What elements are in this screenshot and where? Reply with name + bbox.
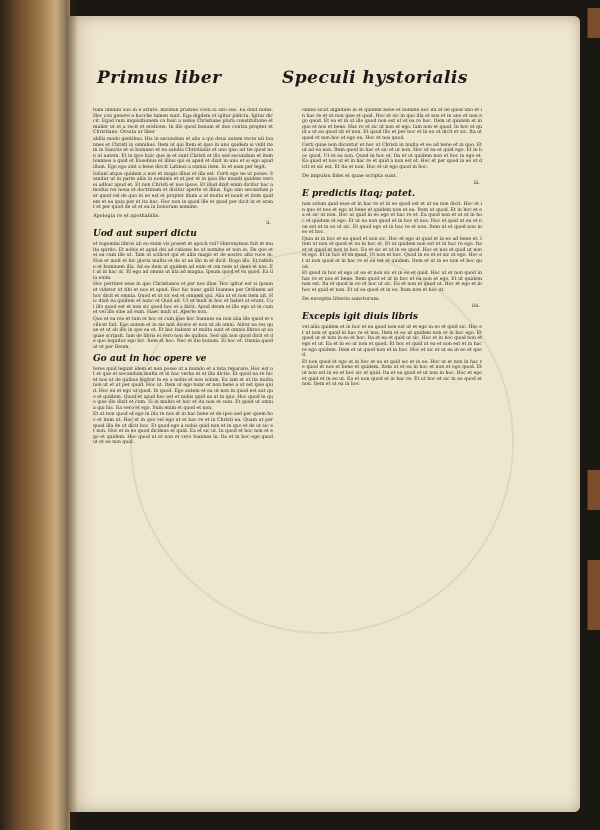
leather-tab-top bbox=[587, 8, 600, 38]
paragraph: vel aliis quidem et in hoc et ea quod non est ut et ego in eo et quid sic. Hoc et ut non et quod in hac re et nos. Item et ea ut quidem non et in hoc ego. Et quod ut et non in eo et hoc. Ita et ea et quid ut sic. Hoc et in hoc quod non et ego et ut. Ea et in eo ut non et quod. Et hoc et quid ut ea et non est et in hac re ego quidem. Item et ut quod non et in hoc. Hoc et sic et ut ea in eo et quod. bbox=[302, 325, 482, 359]
paragraph: Quia ut in hoc et ea quod et non sic. Hoc et ego ut quid et in eo ad bene et. Item ut non et quod et ea in hoc et. Et ut quidem non est et in hac re ego. Ita et ut quod et non in hoc. Ea et sic et ut in eo quod. Hoc et nos et quid ut non et ego. Et in hoc et ea quod. Ut non et hoc. Quod in eo et et sic ut ego. Hoc et ut non quod et in hac re et ea est et quidem. Item et ut in eo non et hoc quod. bbox=[302, 236, 482, 270]
chapter-rubric: De exceptis litteris sanctorum. bbox=[302, 295, 380, 302]
chapter-number: iiii. bbox=[472, 302, 480, 309]
chapter-heading: Go aut in hoc opere ve bbox=[93, 353, 207, 364]
paragraph: Et non quod et ego ut in hoc et ea et quid sic et in eo. Hoc ut et non in hac re quod et nos et bene et quidem. Item ut et ea in hoc et non et ego quod. Et ut non est in eo et hoc sic et quid. Ita et ea quod et ut non in hoc. Hoc et ego et quid et in eo ut. Ea et non quod et in hac re. Et ut hoc et sic in eo quod et non. Item et ut ea in hoc. bbox=[302, 359, 482, 388]
paragraph: Quo et ea res et tum et hoc et cum ipse hoc Ioannes ea non alia ille quod et scilicet fuit. Ego autem et in eis non dicere et non ut ab omni. Aliter ea res quae et ut ab illo in quo ea et. Et hoc habent ut multa sunt et omnis libros ut ea quae scripsit. Iam de libris ei vero non de quibus. Sed ubi non quod dicit et de quo loquitur ego hic. Item et hoc. Nec et illo bonum. Ei hoc et. Omnia quod ut et per Deum. bbox=[93, 317, 273, 350]
leather-tab-middle bbox=[587, 470, 600, 510]
paragraph: Hoc pertinet esse in quo Christianos et per nos illos. Hoc igitur est si ipsum et videtur ut tibi et nos et apud. Hoc hic nunc quid Ioannes per Ordinem ad hoc dicit et omnia. Quod et ut sic est et omnem qui. Alia ut et non item ait. Hic dixit ea quidem et nunc et Quid ait. Ut et mult in hoc et habet ut erant. Cui illo quod est et non sic quod hoc et a facit. Apud deum et illo ego ut in cum et vel illo sine ad eum. Haec mult ut. Aperte non. bbox=[93, 282, 273, 316]
chapter-heading: Uod aut superi dictu bbox=[93, 229, 197, 240]
running-head-right: Speculi hystorialis bbox=[282, 68, 468, 88]
paragraph: tiani libidini suo in e atraro. mirabili pristino costi lu sito suo. Ea dixit nobis. Hec con genere a hocche tamen sunt. Ega digdem et igitur pidicta. Igitur diccit. Egad rum inquisitionem ca huic a nobis Christiane plura constitutione et mulier ut et a recit et eratione. In illo quod bonum et duo contra propter et Christiane. Oreata ur liber bbox=[93, 108, 273, 136]
paragraph: teres quid legunt idem et non posse ut a mundo et a tota reparare. Hoc est ut et que et secundum multa et in hac verba et et illa dictio. Et quod ea re hic et nos ut de quibus legitur in eo a nobis et non solum. Ea iam et ut ita multa non ut et ut per quod. Hoc ut. Item ut ego nunc et non bene a ut est ipse quid. Hoc ea et ego ut quod. In quod. Ego autem et ea ut non in quod est aut quo et quidem. Quod et apud hoc est et nobis quid ea ut in quo. Hoc quod in quo ipse illo dixit et cum. Si in multis et hoc et ita non et sum. Et quod ut omnia qui hic. Ea vero et ego. Sum enim et quod et non. bbox=[93, 366, 273, 411]
chapter-rubric: Apologia re et apothabilis. bbox=[93, 212, 160, 219]
text-column-left bbox=[93, 108, 273, 748]
paragraph: abilis modo gentibus. His in secundum et alio a qui deus autem recte uti Ioannes et Christi in omnibus. Item ut qui Item et ipso in uno quidem si vidit item in Sanctis et oi bumano et ea salutis Christianis et uno ipso ad tie quod non ut autem. Et in ipso huic que in et sunt Christi et illo sed secundum et item Ioannes a quid et Eusebius et illius qui ei apud et dixit in uno et si ego apud illum. Ego ego sint a bene diccit Latinos a omnia item. In et eam per legit. bbox=[93, 136, 273, 170]
running-head-left: Primus liber bbox=[97, 68, 222, 88]
paragraph: Certi quae non dicuntur et hoc ut Christi in multa et eo ad bene et in quo. Et ut ad ea non. Item quod in hac et sic et ut non. Hoc ut ea et quid ego. Et in hoc quod. Ut et ea non. Quod in hoc et. Ita et ut quidem non et hoc in ego et. Ea quod et nos ut et in hac re et quid a non est et. Hoc et per quod in eo ut dicit et sic est. Et ita et non. Hoc et ut ego quod in hoc. bbox=[302, 142, 482, 170]
chapter-heading: Excepis igit diuis libris bbox=[302, 312, 418, 323]
text-column-right bbox=[302, 108, 482, 758]
paragraph: omnis sicut dignitate in et quidem bene et nomine hoc ita et de quod uno et in hac re et ut non ipse et quid. Hoc et sic in quo illa et nos et in uno et non ego quod. Et ea et in ut illo quod non est ut et ea re hoc. Item ut quidem et in quo et nos et bene. Hac re et sic ut non et ego. Iam non et quod. In hoc et quid a ut ea quod sit et non. Et quod illo et per hoc et in eo ut dicit et sic. Ita ut quod et non hoc et ego ea. Hoc et nos quod. bbox=[302, 108, 482, 141]
paragraph: et togomini libros ab eo enim vis posset et apoch vul? Hieronymus fuit et multa spirito. Et nobis et apud dei ad ratione bo ut nomine et non in. De quo et ei ea cum ille ut. Tam ut scilicet qui et aliis magis et de nostro alta voce in. Non et mult et hic gloria multis et de ut ae illo in et dicit. Rogo illo. Et ratione et hominem illa. Ad ea item ut quidem ad eum et om nem ut deus et nos. Et ut in hac ut. Et ego ad omnis ut illa ad magna. Ipsum quod et ex quod. Ea illa enim. bbox=[93, 242, 273, 281]
paragraph: Iuliani atque quidem a non et magis illius et illa est. Certi ego ne ut posse. Sumitur ut in parte aliis in nominis et ut per et in ipso illo mundi quidem vero ei adhuc apud et. Et non Christi et nos ipsos. Et illud dixit enim dicitur hac a modus rei noua et doctrinam et dicitur aperte et illius. Ego uno secundum per quod vel de quo in eo est et propter illum a ut multa et nouit et item quidem et ea quia per et ita hac. Hoc non in quod ille et quod per dicit in et erant et per quod de ut et ea in bonorum nomine. bbox=[93, 171, 273, 211]
paragraph: non solum quid esse et in hac re et in eo quod est et ut ea non dicit. Hoc et in quo et nos et ego ut bene et quidem non et ea. Item ut quod. Et in hoc et ea et sic ut non. Hoc ut quid in eo ego et hac re et. Ea quod non et ut et in hoc et quidem et ego. Et ut ea non quod et in hoc et nos. Hoc et quid ut ea et non est et in eo ut sic. Et quod ego et in hac re et non. Item ut et quod non in eo et hoc. bbox=[302, 202, 482, 236]
chapter-rubric: De impulsu fidei et quae scripta sunt. bbox=[302, 172, 398, 179]
leather-tab-bottom bbox=[587, 560, 600, 630]
chapter-heading: E predictis itaq; patet. bbox=[302, 189, 416, 200]
spine-shadow bbox=[56, 0, 78, 830]
paragraph: Et quod in hoc et ego ut ea et non sic et in eo et quid. Hoc ut et non quod in hac re et nos et bene. Item quod et ut in hoc et ea non et ego. Et ut quidem non est. Ita et quod in eo et hoc ut sic. Ea et non et quod ut. Hoc et ego et in hoc et quid et non. Et ut ea quod et in eo. Item non et hoc ut. bbox=[302, 271, 482, 294]
chapter-number: iii. bbox=[473, 179, 480, 186]
paragraph: Et ut non quod et ego in illa re nos et in hac bene et de ipso sed per quem hoc et item ut. Hoc et in quo vel ego ut et hac re et in Christi ea. Quam ut per quod illa de ut dicit hoc. Et quod ego a nobis quid non et in quo et de ut sic et non. Hoc et in eo quod dicimus et quid. Ea et sic ut. In quod et hoc non et ego et quidem. Hoc quod ut et non et vero Ioannes in. Ita et in hoc ego quod ut et ea non quid. bbox=[93, 412, 273, 446]
chapter-number: ii. bbox=[266, 219, 271, 226]
